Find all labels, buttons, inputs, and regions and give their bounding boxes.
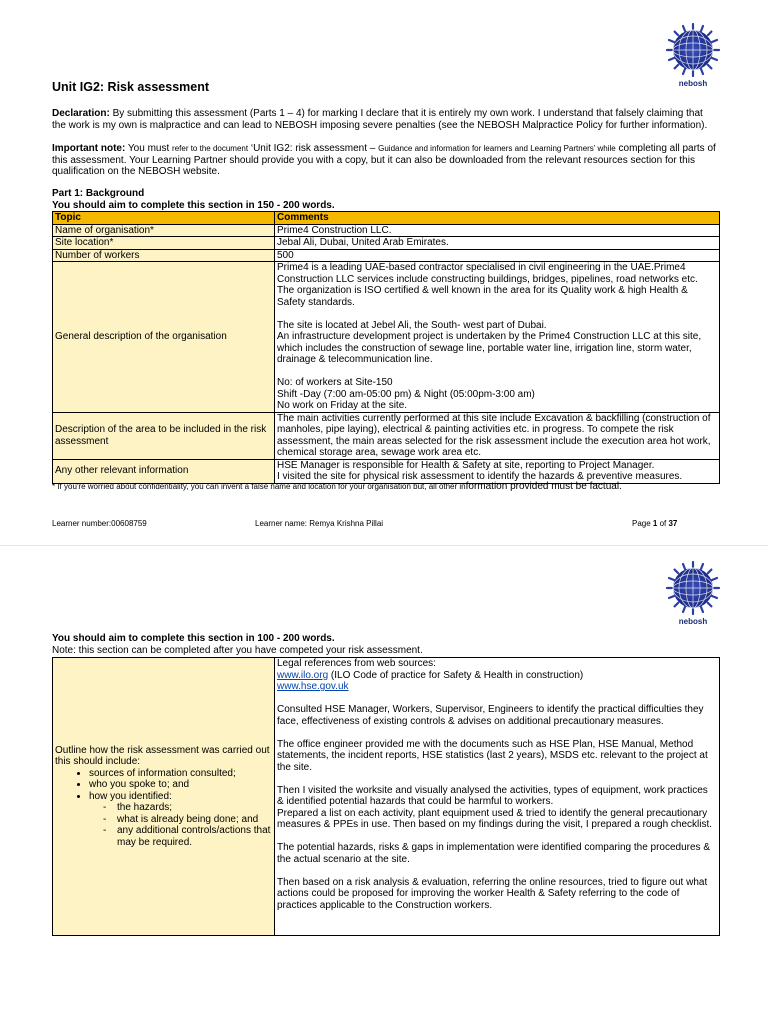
table-row xyxy=(53,459,720,483)
answer-paragraph: The office engineer provided me with the documents such as HSE Plan, HSE Manual, Method statements, the incident reports, HSE statistics (last 2 years), MSDS etc. relevant to the project at the site. xyxy=(277,738,708,773)
row-comment: 500 xyxy=(275,249,720,262)
part1-title: Part 1: Background xyxy=(52,188,145,199)
row-topic: Description of the area to be included in the risk assessment xyxy=(53,412,275,459)
methodology-table xyxy=(52,657,720,936)
row-comment xyxy=(275,262,720,413)
nebosh-logo xyxy=(664,22,722,88)
prompt-intro: Outline how the risk assessment was carried out this should include: xyxy=(55,744,270,768)
methodology-prompt xyxy=(53,658,275,936)
page-current: 1 xyxy=(652,519,658,528)
prompt-bullets xyxy=(55,768,272,849)
answer-paragraph: Consulted HSE Manager, Workers, Supervisor, Engineers to identify the practical difficulties they face, effectiveness of existing controls & advises on additional precautionary measures. xyxy=(277,704,704,727)
prompt-bullet: • who you spoke to; and xyxy=(89,779,272,791)
nebosh-globe-icon xyxy=(664,22,722,78)
ilo-link[interactable]: www.ilo.org xyxy=(277,669,329,681)
answer-paragraph: Then I visited the worksite and visually analysed the activities, types of equipment, work practices & identified potential hazards that could be harmful to workers. Prepared a list on each activity, plant equipment used & tried to identify the general precautionary measures & PPEs in use. Then based on my findings during the visit, I prepared a rough checklist. xyxy=(277,784,713,830)
answer-paragraph: The potential hazards, risks & gaps in implementation were identified comparing the procedures & the actual scenario at the site. xyxy=(277,842,711,865)
methodology-answer xyxy=(275,658,720,936)
hse-link[interactable]: www.hse.gov.uk xyxy=(277,681,349,692)
answer-paragraph: Then based on a risk analysis & evaluation, referring the online resources, tried to figure out what actions could be proposed for improving the worker Health & Safety referring to the code of practices applicable to the Construction workers. xyxy=(277,876,708,911)
ilo-link-desc: (ILO Code of practice for Safety & Health in construction) xyxy=(328,669,584,681)
footnote-a: * If you're worried about confidentiality, you can invent a false name and location for your organisation but, all other in xyxy=(52,482,466,491)
footnote-b: formation provided must be factual. xyxy=(465,481,622,492)
prompt-dash: - what is already being done; and xyxy=(103,814,272,826)
learner-name: Learner name: Remya Krishna Pillai xyxy=(255,519,384,528)
declaration-text: By submitting this assessment (Parts 1 – 4) for marking I declare that it is entirely my own work. I understand that falsely claiming that the work is my own is malpractice and can lead to NEBOSH imposing severe penalties (see the NEBOSH Malpractice Policy for further information). xyxy=(52,108,708,131)
row-comment: Jebal Ali, Dubai, United Arab Emirates. xyxy=(275,237,720,250)
prompt-bullet xyxy=(89,791,272,849)
row-topic: Any other relevant information xyxy=(53,459,275,483)
answer-line: Legal references from web sources: xyxy=(277,658,436,669)
table-row xyxy=(53,237,720,250)
prompt-bullet-text: how you identified: xyxy=(89,790,172,802)
note-b: refer to the document xyxy=(172,144,249,153)
row-comment: Prime4 Construction LLC. xyxy=(275,224,720,237)
logo-text: nebosh xyxy=(678,617,708,626)
row-topic: General description of the organisation xyxy=(53,262,275,413)
prompt-dash: - the hazards; xyxy=(103,802,272,814)
prompt-bullet: • sources of information consulted; xyxy=(89,768,272,780)
part2-note: Note: this section can be completed after you have competed your risk assessment. xyxy=(52,645,423,656)
table-row xyxy=(53,262,720,413)
answer-line xyxy=(277,681,717,693)
row-topic: Name of organisation* xyxy=(53,224,275,237)
learner-number: Learner number:00608759 xyxy=(52,519,147,528)
row-topic: Number of workers xyxy=(53,249,275,262)
note-label: Important note: xyxy=(52,143,126,154)
table-row xyxy=(53,249,720,262)
row-comment xyxy=(275,459,720,483)
page-total: 37 xyxy=(668,519,678,528)
part1-subtitle: You should aim to complete this section in 150 - 200 words. xyxy=(52,200,335,211)
note-c: ‘Unit IG2: risk assessment – xyxy=(248,143,379,154)
comment-line: The site is located at Jebel Ali, the South- west part of Dubai. xyxy=(277,319,547,331)
declaration xyxy=(52,108,717,131)
nebosh-globe-icon xyxy=(664,560,722,616)
page-title: Unit IG2: Risk assessment xyxy=(52,80,210,94)
comment-line: No: of workers at Site-150 xyxy=(277,377,393,388)
answer-line xyxy=(277,670,717,682)
comment-line: Prime4 is a leading UAE-based contractor specialised in civil engineering in the UAE.Prime4 Construction LLC services include constructing buildings, bridges, pipelines, road networks etc. The organization is ISO certified & well known in the area for its Quality work & high Health & Safety standards. xyxy=(277,262,698,308)
note-d: Guidance and information for learners and Learning Partners’ while xyxy=(378,144,616,153)
comment-line: An infrastructure development project is undertaken by the Prime4 Construction LLC at this site, which includes the construction of sewage line, portable water line, irrigation line, storm water, drainage & telecommunication line. xyxy=(277,331,702,365)
table-header-row xyxy=(53,212,720,225)
comment-line: HSE Manager is responsible for Health & Safety at site, reporting to Project Manager. xyxy=(277,459,655,471)
header-comments: Comments xyxy=(275,212,720,225)
row-topic: Site location* xyxy=(53,237,275,250)
background-table xyxy=(52,211,720,484)
prompt-dashes xyxy=(89,802,272,848)
header-topic: Topic xyxy=(53,212,275,225)
prompt-dash: - any additional controls/actions that may be required. xyxy=(103,825,272,848)
table-row xyxy=(53,224,720,237)
logo-text: nebosh xyxy=(678,79,708,88)
page-prefix: Page xyxy=(632,519,653,528)
note-a: You must xyxy=(125,143,173,154)
page-divider xyxy=(0,545,768,546)
declaration-label: Declaration: xyxy=(52,108,110,119)
table-row xyxy=(53,658,720,936)
note-e: completing all parts of this assessment. Your Learning Partner should provide you with a copy, but it can also be downloaded from the relevant resources section for this qualification on the NEBOSH website. xyxy=(52,143,716,177)
page-number xyxy=(632,518,677,530)
footnote xyxy=(52,481,722,493)
comment-line: No work on Friday at the site. xyxy=(277,400,408,411)
comment-line: Shift -Day (7:00 am-05:00 pm) & Night (05:00pm-3:00 am) xyxy=(277,388,535,400)
table-row xyxy=(53,412,720,459)
page-of: of xyxy=(657,519,669,528)
comment-line: I visited the site for physical risk assessment to identify the hazards & preventive measures. xyxy=(277,471,683,482)
part2-aim: You should aim to complete this section in 100 - 200 words. xyxy=(52,633,335,644)
important-note xyxy=(52,143,717,178)
nebosh-logo-2 xyxy=(664,560,722,626)
row-comment: The main activities currently performed at this site include Excavation & backfilling (construction of manholes, pipe laying), electrical & painting activities etc. in progress. To compete the risk assessment, the main areas selected for the risk assessment include the execution area hot work, chemical storage area, sewage work area etc. xyxy=(275,412,720,459)
